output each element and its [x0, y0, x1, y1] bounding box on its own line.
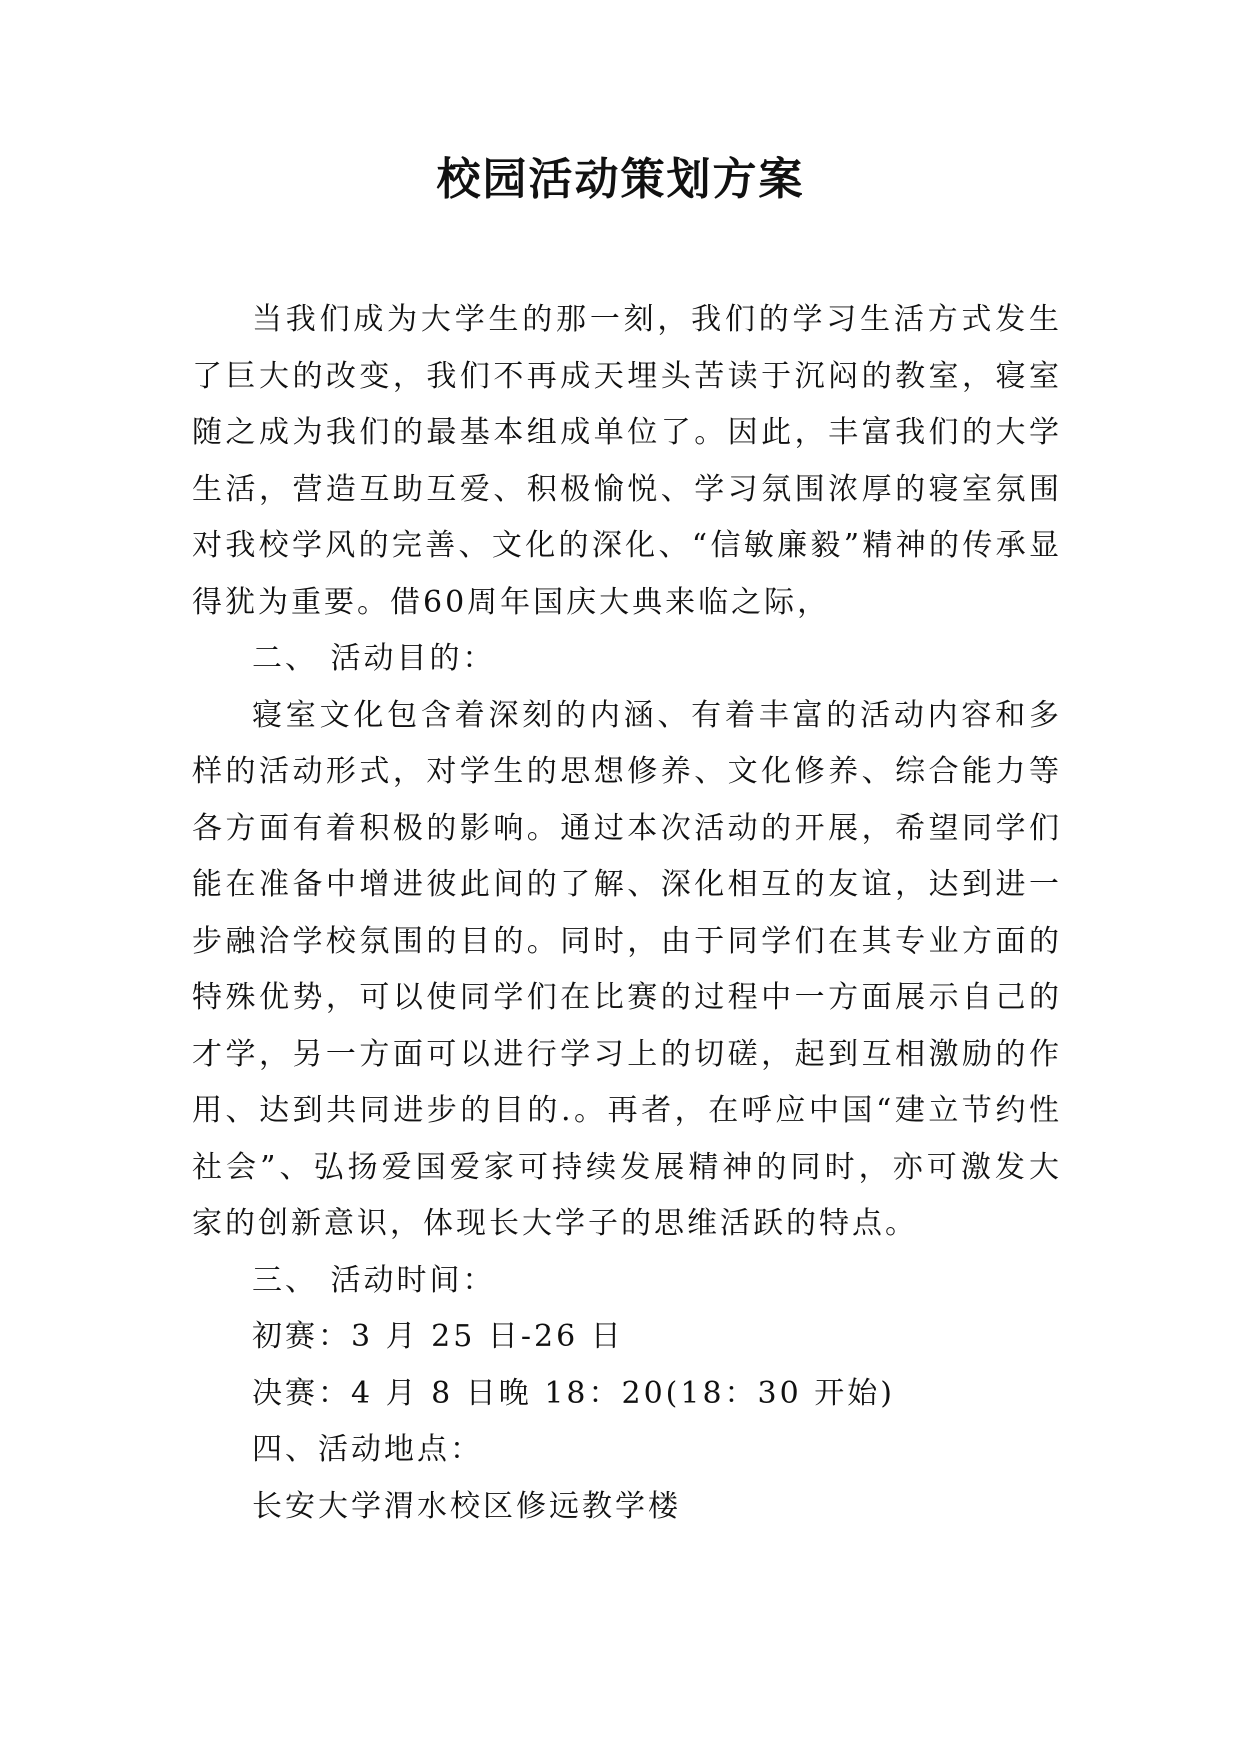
section-heading-location: 四、活动地点： — [252, 1432, 483, 1467]
document-body — [192, 292, 1062, 1535]
section-heading-purpose: 二、 活动目的： — [252, 641, 496, 676]
intro-paragraph: 当我们成为大学生的那一刻，我们的学习生活方式发生了巨大的改变，我们不再成天埋头苦读于沉闷的教室，寝室随之成为我们的最基本组成单位了。因此，丰富我们的大学生活，营造互助互爱、积极愉悦、学习氛围浓厚的寝室氛围对我校学风的完善、文化的深化、“信敏廉毅”精神的传承显得犹为重要。借60周年国庆大典来临之际， — [192, 302, 1062, 620]
section-heading-time: 三、 活动时间： — [252, 1262, 496, 1298]
document-title: 校园活动策划方案 — [436, 154, 805, 205]
location-text: 长安大学渭水校区修远教学楼 — [252, 1488, 681, 1524]
final-time: 决赛：4 月 8 日晚 18：20(18：30 开始) — [252, 1375, 895, 1411]
purpose-paragraph: 寝室文化包含着深刻的内涵、有着丰富的活动内容和多样的活动形式，对学生的思想修养、文化修养、综合能力等各方面有着积极的影响。通过本次活动的开展，希望同学们能在准备中增进彼此间的了解、深化相互的友谊，达到进一步融洽学校氛围的目的。同时，由于同学们在其专业方面的特殊优势，可以使同学们在比赛的过程中一方面展示自己的才学，另一方面可以进行学习上的切磋，起到互相激励的作用、达到共同进步的目的.。再者，在呼应中国“建立节约性社会”、弘扬爱国爱家可持续发展精神的同时，亦可激发大家的创新意识，体现长大学子的思维活跃的特点。 — [192, 697, 1062, 1241]
preliminary-time: 初赛：3 月 25 日-26 日 — [252, 1319, 624, 1354]
